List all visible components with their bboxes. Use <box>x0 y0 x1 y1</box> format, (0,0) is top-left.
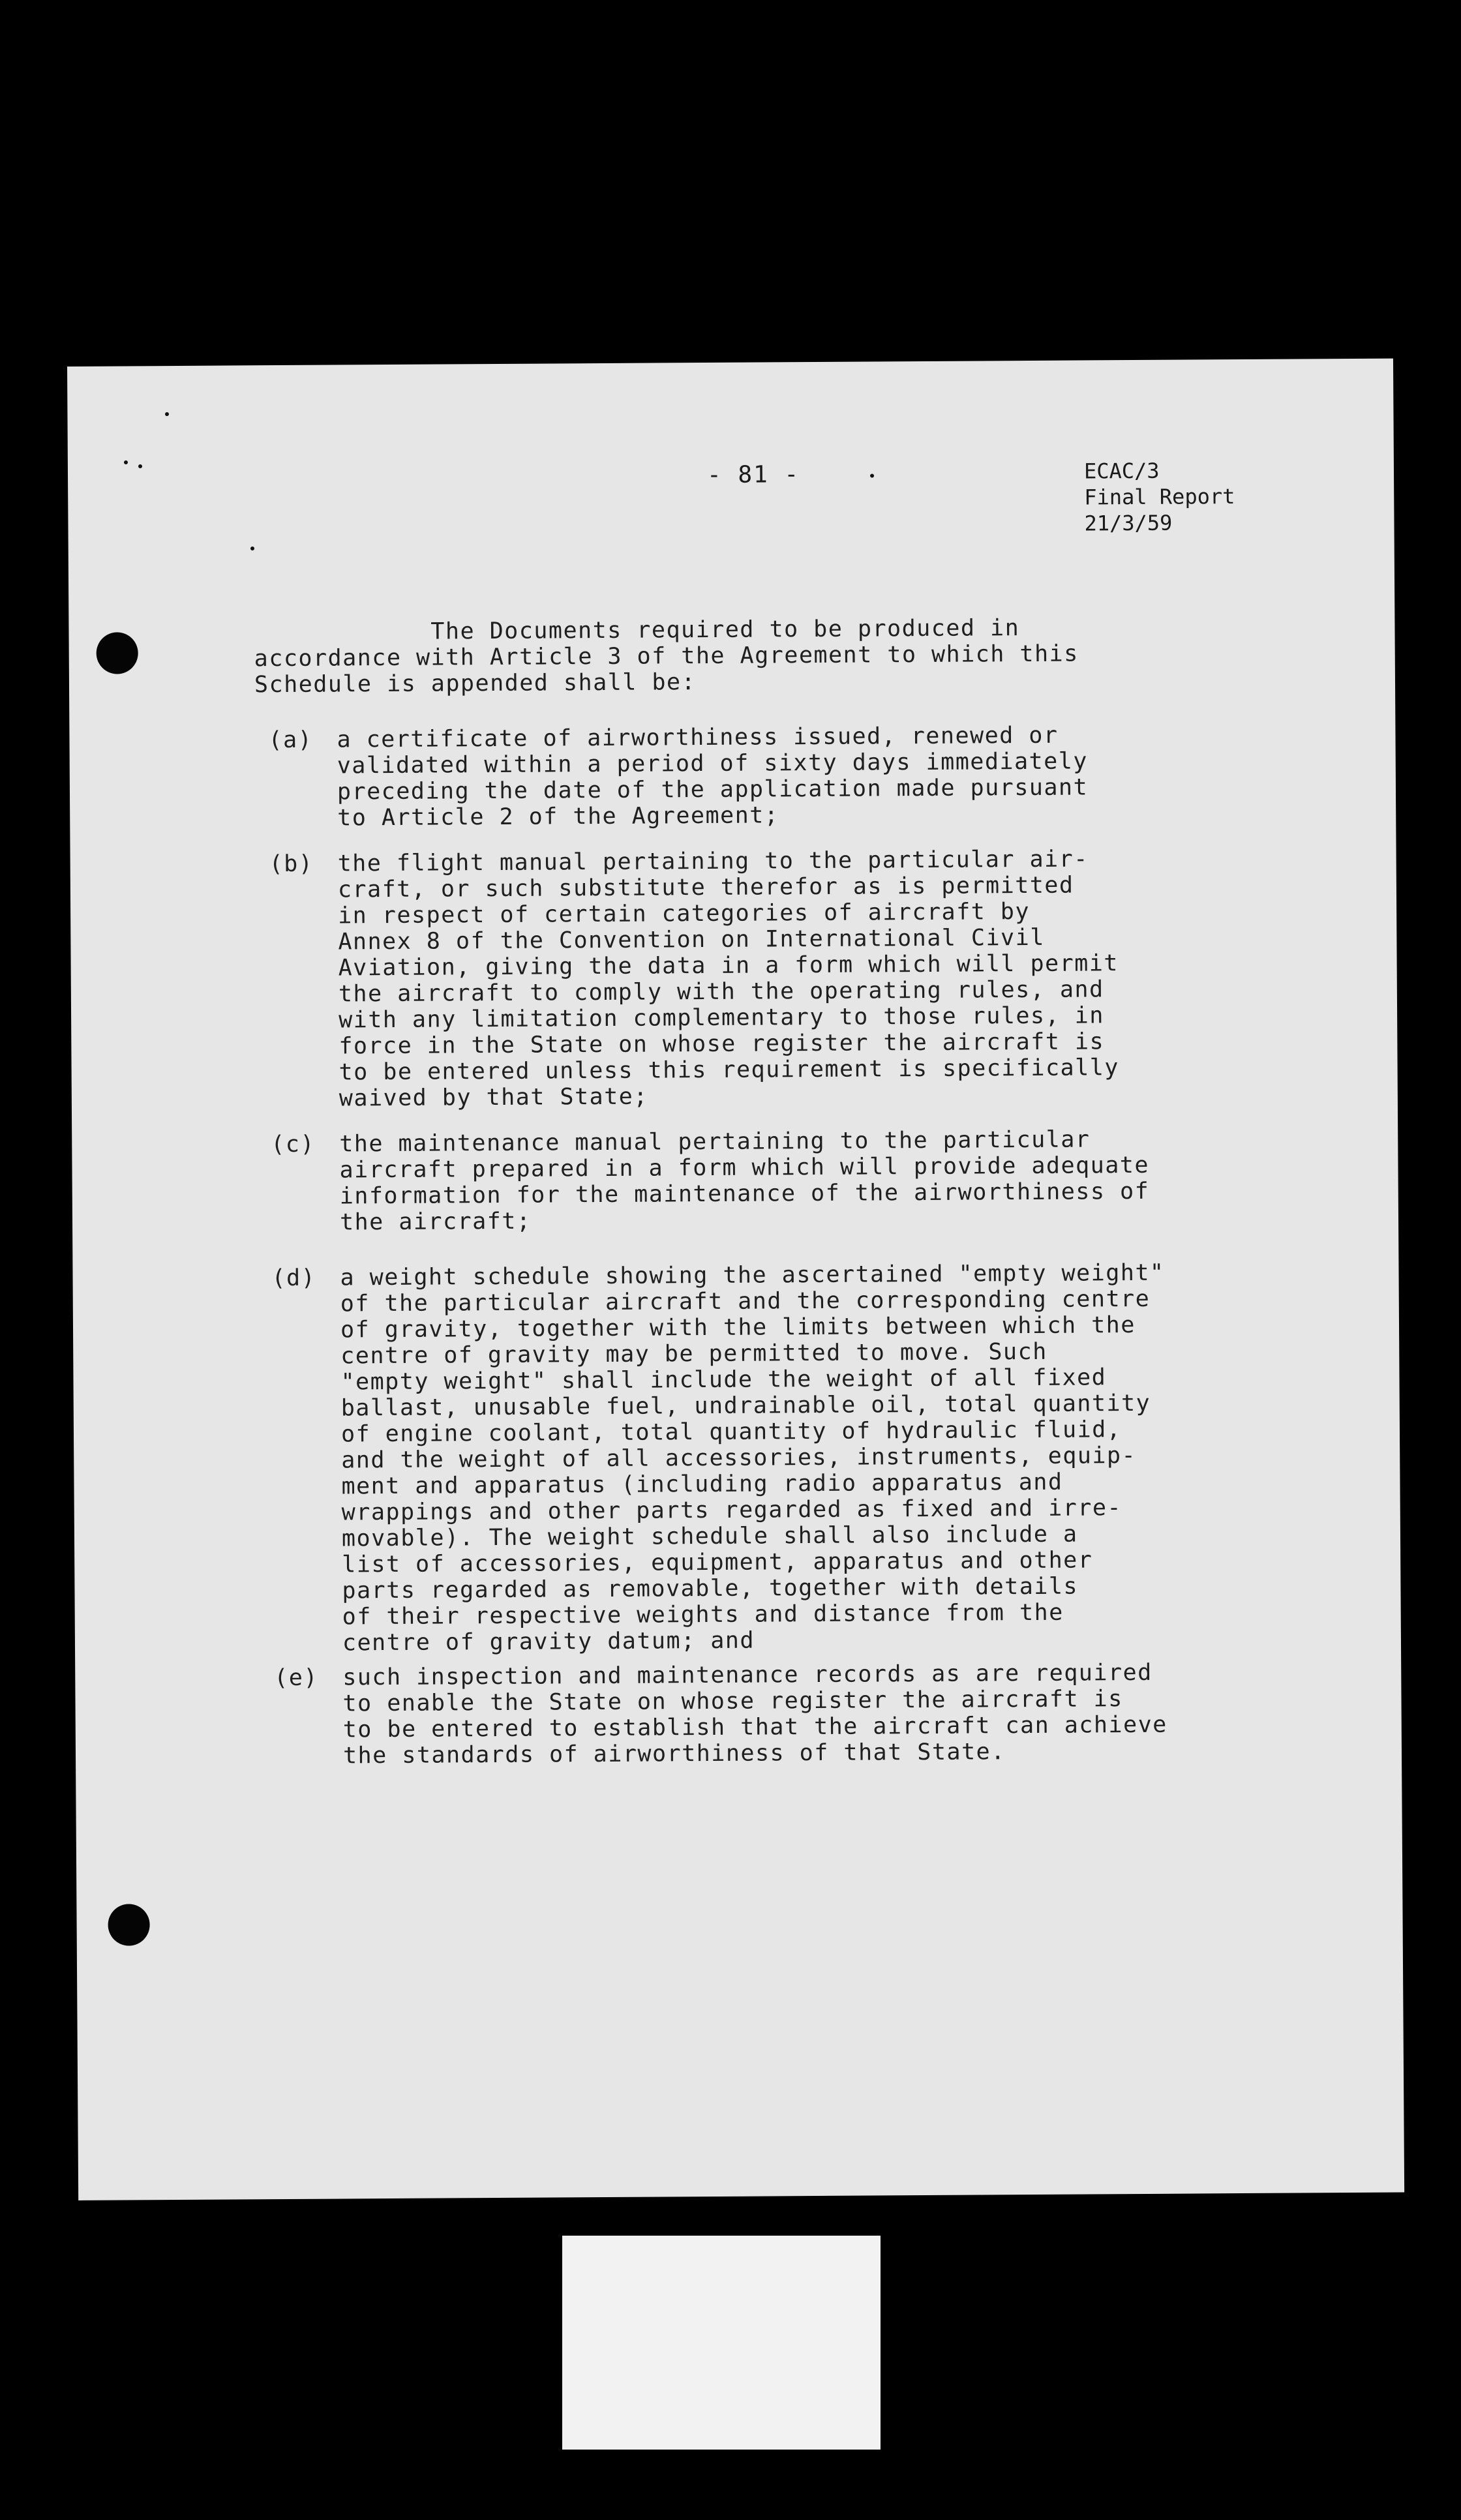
film-speck <box>250 547 254 550</box>
item-line: the maintenance manual pertaining to the particular <box>339 1126 1091 1158</box>
paper-speck <box>870 473 874 477</box>
item-line: centre of gravity may be permitted to move. Such <box>340 1338 1047 1370</box>
list-item-e <box>274 1658 1334 1769</box>
list-item-d <box>271 1259 1334 1657</box>
item-line: ment and apparatus (including radio apparatus and <box>341 1469 1063 1500</box>
item-line: list of accessories, equipment, apparatus and other <box>342 1547 1093 1578</box>
item-line: to enable the State on whose register the aircraft is <box>342 1686 1123 1717</box>
punch-hole-bottom <box>108 1904 149 1945</box>
item-line: to be entered to establish that the aircraft can achieve <box>342 1711 1167 1743</box>
item-line: ballast, unusable fuel, undrainable oil, total quantity <box>340 1390 1151 1422</box>
item-line: Annex 8 of the Convention on International Civil <box>338 924 1045 955</box>
film-speck <box>138 464 142 468</box>
list-item-a <box>268 721 1329 832</box>
item-label: (a) <box>268 727 313 754</box>
intro-line: accordance with Article 3 of the Agreement to which this <box>254 640 1079 672</box>
item-label: (b) <box>269 850 314 878</box>
document-reference <box>1084 457 1235 536</box>
item-line: movable). The weight schedule shall also include a <box>341 1521 1078 1552</box>
reference-code: ECAC/3 <box>1083 458 1160 484</box>
item-line: the standards of airworthiness of that State. <box>342 1739 1006 1769</box>
item-line: craft, or such substitute therefor as is permitted <box>337 872 1074 903</box>
item-line: validated within a period of sixty days immediately <box>337 748 1089 779</box>
item-line: the aircraft; <box>339 1208 532 1236</box>
item-line: parts regarded as removable, together with details <box>342 1573 1079 1604</box>
item-line: a weight schedule showing the ascertained "empty weight" <box>340 1259 1165 1291</box>
item-line: information for the maintenance of the airworthiness of <box>339 1178 1150 1210</box>
film-speck <box>165 412 169 416</box>
reference-date: 21/3/59 <box>1084 510 1173 536</box>
film-speck <box>124 460 128 464</box>
item-line: with any limitation complementary to those rules, in <box>339 1002 1104 1034</box>
item-line: such inspection and maintenance records as are required <box>342 1659 1152 1691</box>
item-label: (d) <box>271 1265 316 1292</box>
item-line: of engine coolant, total quantity of hydraulic fluid, <box>340 1417 1122 1448</box>
item-line: a certificate of airworthiness issued, renewed or <box>337 722 1059 753</box>
intro-line: The Documents required to be produced in <box>254 615 1020 646</box>
item-line: the aircraft to comply with the operating rules, and <box>338 976 1104 1008</box>
item-line: of the particular aircraft and the corresponding centre <box>340 1285 1151 1317</box>
item-line: to Article 2 of the Agreement; <box>337 802 779 832</box>
item-line: force in the State on whose register the aircraft is <box>339 1028 1105 1060</box>
list-item-b <box>269 845 1331 1112</box>
item-label: (c) <box>271 1131 316 1158</box>
list-item-c <box>271 1125 1331 1236</box>
blank-card <box>562 2236 881 2450</box>
intro-paragraph <box>254 614 1233 698</box>
document-page <box>67 359 1404 2200</box>
punch-hole-top <box>96 632 138 674</box>
item-line: aircraft prepared in a form which will provide adequate <box>339 1152 1150 1184</box>
item-line: to be entered unless this requirement is specifically <box>339 1055 1120 1086</box>
item-line: wrappings and other parts regarded as fixed and irre- <box>341 1495 1122 1526</box>
intro-line: Schedule is appended shall be: <box>254 669 697 698</box>
item-label: (e) <box>274 1664 319 1692</box>
item-line: of gravity, together with the limits between which the <box>340 1312 1136 1343</box>
page-number: - 81 - <box>706 461 800 489</box>
item-line: in respect of certain categories of aircraft by <box>338 898 1031 929</box>
reference-title: Final Report <box>1084 484 1235 510</box>
item-line: "empty weight" shall include the weight of all fixed <box>340 1364 1107 1396</box>
item-line: Aviation, giving the data in a form which will permit <box>338 950 1119 982</box>
item-line: preceding the date of the application made pursuant <box>337 774 1089 805</box>
item-line: centre of gravity datum; and <box>342 1627 755 1657</box>
item-line: of their respective weights and distance from the <box>342 1599 1064 1630</box>
item-line: the flight manual pertaining to the particular air- <box>337 846 1089 877</box>
item-line: waived by that State; <box>339 1083 648 1112</box>
item-line: and the weight of all accessories, instruments, equip- <box>341 1443 1137 1474</box>
